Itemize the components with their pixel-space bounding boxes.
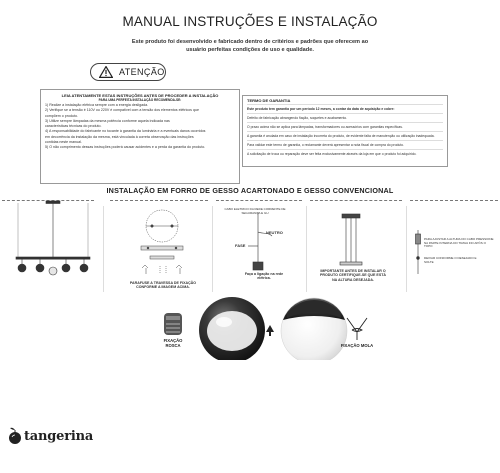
cable-adjuster-diagram xyxy=(416,230,421,274)
instructions-panel xyxy=(40,89,240,184)
brand-logo xyxy=(8,427,93,445)
arrow-up-icon xyxy=(266,325,274,336)
subtitle-line-2: usuário perfeitas condições de uso e qualidade. xyxy=(186,47,314,53)
warranty-row: Defeito de fabricação abrangendo fiação, soquetes e acabamento. xyxy=(247,113,443,122)
instructions-heading: LEIA ATENTAMENTE ESTAS INSTRUÇÕES ANTES DE PROCEDER A INSTALAÇÃO xyxy=(61,93,219,98)
instructions-list xyxy=(45,103,235,151)
warranty-row: O prazo acima não se aplica para lâmpadas, transformadores ou acessórios com garantias específicas. xyxy=(247,122,443,131)
warranty-row: Para validar este termo de garantia, o reclamante deverá apresentar a nota fiscal de compra do produto. xyxy=(247,140,443,149)
instruction-line: 1) Realize a instalação elétrica sempre com a energia desligada. xyxy=(45,103,149,107)
step5-text-1: PARA AJUSTAR A ALTURA DO CABO PRESSIONE NA PARTE INTERNA DO TRAVA FIO APÓS O TOPO xyxy=(424,237,494,249)
instructions-subheading: PARA UMA PERFEITA INSTALAÇÃO RECOMENDA-SE: xyxy=(98,98,182,102)
instruction-line: contidas neste manual. xyxy=(45,140,82,145)
wiring-diagram xyxy=(248,212,272,270)
screw-fixing-label: FIXAÇÃO ROSCA xyxy=(163,338,183,348)
warranty-panel xyxy=(242,95,448,167)
step4-caption: IMPORTANTE ANTES DE INSTALAR O PRODUTO CERTIFIQUE-SE QUE ESTÁ NA ALTURA DESEJADA. xyxy=(319,269,387,282)
warranty-row: Este produto tem garantia por um período 12 meses, a contar da data de aquisição e cobre: xyxy=(247,104,443,113)
attention-label: ATENÇÃO xyxy=(119,67,165,77)
tangerine-fruit-icon xyxy=(8,427,22,445)
instruction-line: 2) Verifique se a tensão é 110V ou 220V é compatível com a tensão dos elementos elétricos que xyxy=(45,108,199,113)
step3-cable-label: CABO ELETRICO DA REDE CORRENTE DE SEGURANÇA E GU xyxy=(224,207,286,215)
warranty-heading: TERMO DE GARANTIA xyxy=(247,98,291,103)
attention-badge xyxy=(90,63,166,81)
manual-subtitle xyxy=(90,38,410,54)
install-section-title: INSTALAÇÃO EM FORRO DE GESSO ACARTONADO E GESSO CONVENCIONAL xyxy=(106,186,394,195)
warranty-row: A solicitação de troca ou reparação deve ser feita exclusivamente através da loja em que o produto foi adquirido. xyxy=(247,149,443,158)
screw-fixing-icon xyxy=(164,313,182,335)
instruction-line: 3) Utilize sempre lâmpadas da mesma potência conforme aquela indicada nas xyxy=(45,118,170,123)
step5-text-2: DEIXAR CONFORME O DESEJADO E SOLTE xyxy=(424,256,477,264)
step3-neutro-label: NEUTRO xyxy=(266,230,283,235)
pendant-product-diagram xyxy=(16,201,90,275)
instruction-line: 5) O não comprimento dessas instruções poderá causar acidentes e a perda da garantia do produto. xyxy=(45,145,206,150)
dark-globe-icon xyxy=(199,297,265,360)
instruction-line: 4) A responsabilidade do fabricante no tocante à garantia da luminária e a eventuais danos ocorridos xyxy=(45,129,206,134)
warning-icon xyxy=(99,66,113,78)
subtitle-line-1: Este produto foi desenvolvido e fabricado dentro de critérios e padrões que oferecem ao xyxy=(131,39,369,45)
instruction-line: em decorrência da instalação da mesma, está vinculada à correta observação das instruções xyxy=(45,134,194,139)
manual-title: MANUAL INSTRUÇÕES E INSTALAÇÃO xyxy=(122,14,378,29)
spring-fixing-icon xyxy=(347,318,367,340)
brand-name: tangerina xyxy=(24,428,94,444)
step2-caption: PARAFUSE A TRAVESSA DE FIXAÇÃO CONFORME A IMAGEM ACIMA. xyxy=(129,281,197,290)
step3-fase-label: FASE xyxy=(235,243,246,248)
spring-fixing-label: FIXAÇÃO MOLA xyxy=(340,343,374,348)
fixings-and-globes xyxy=(0,296,500,360)
step3-caption: Faça a ligação na rede elétrica. xyxy=(244,272,284,281)
instruction-line: compõem o produto. xyxy=(45,113,78,118)
mounting-bracket-diagram xyxy=(141,210,183,274)
instruction-line: características técnicas do produto. xyxy=(45,124,102,129)
warranty-row: A garantia é anulada em caso de instalação incorreta do produto, de evidente falta de manutenção ou utilização inadequada. xyxy=(247,131,443,140)
light-globe-icon xyxy=(281,298,347,360)
height-check-diagram xyxy=(340,214,362,265)
